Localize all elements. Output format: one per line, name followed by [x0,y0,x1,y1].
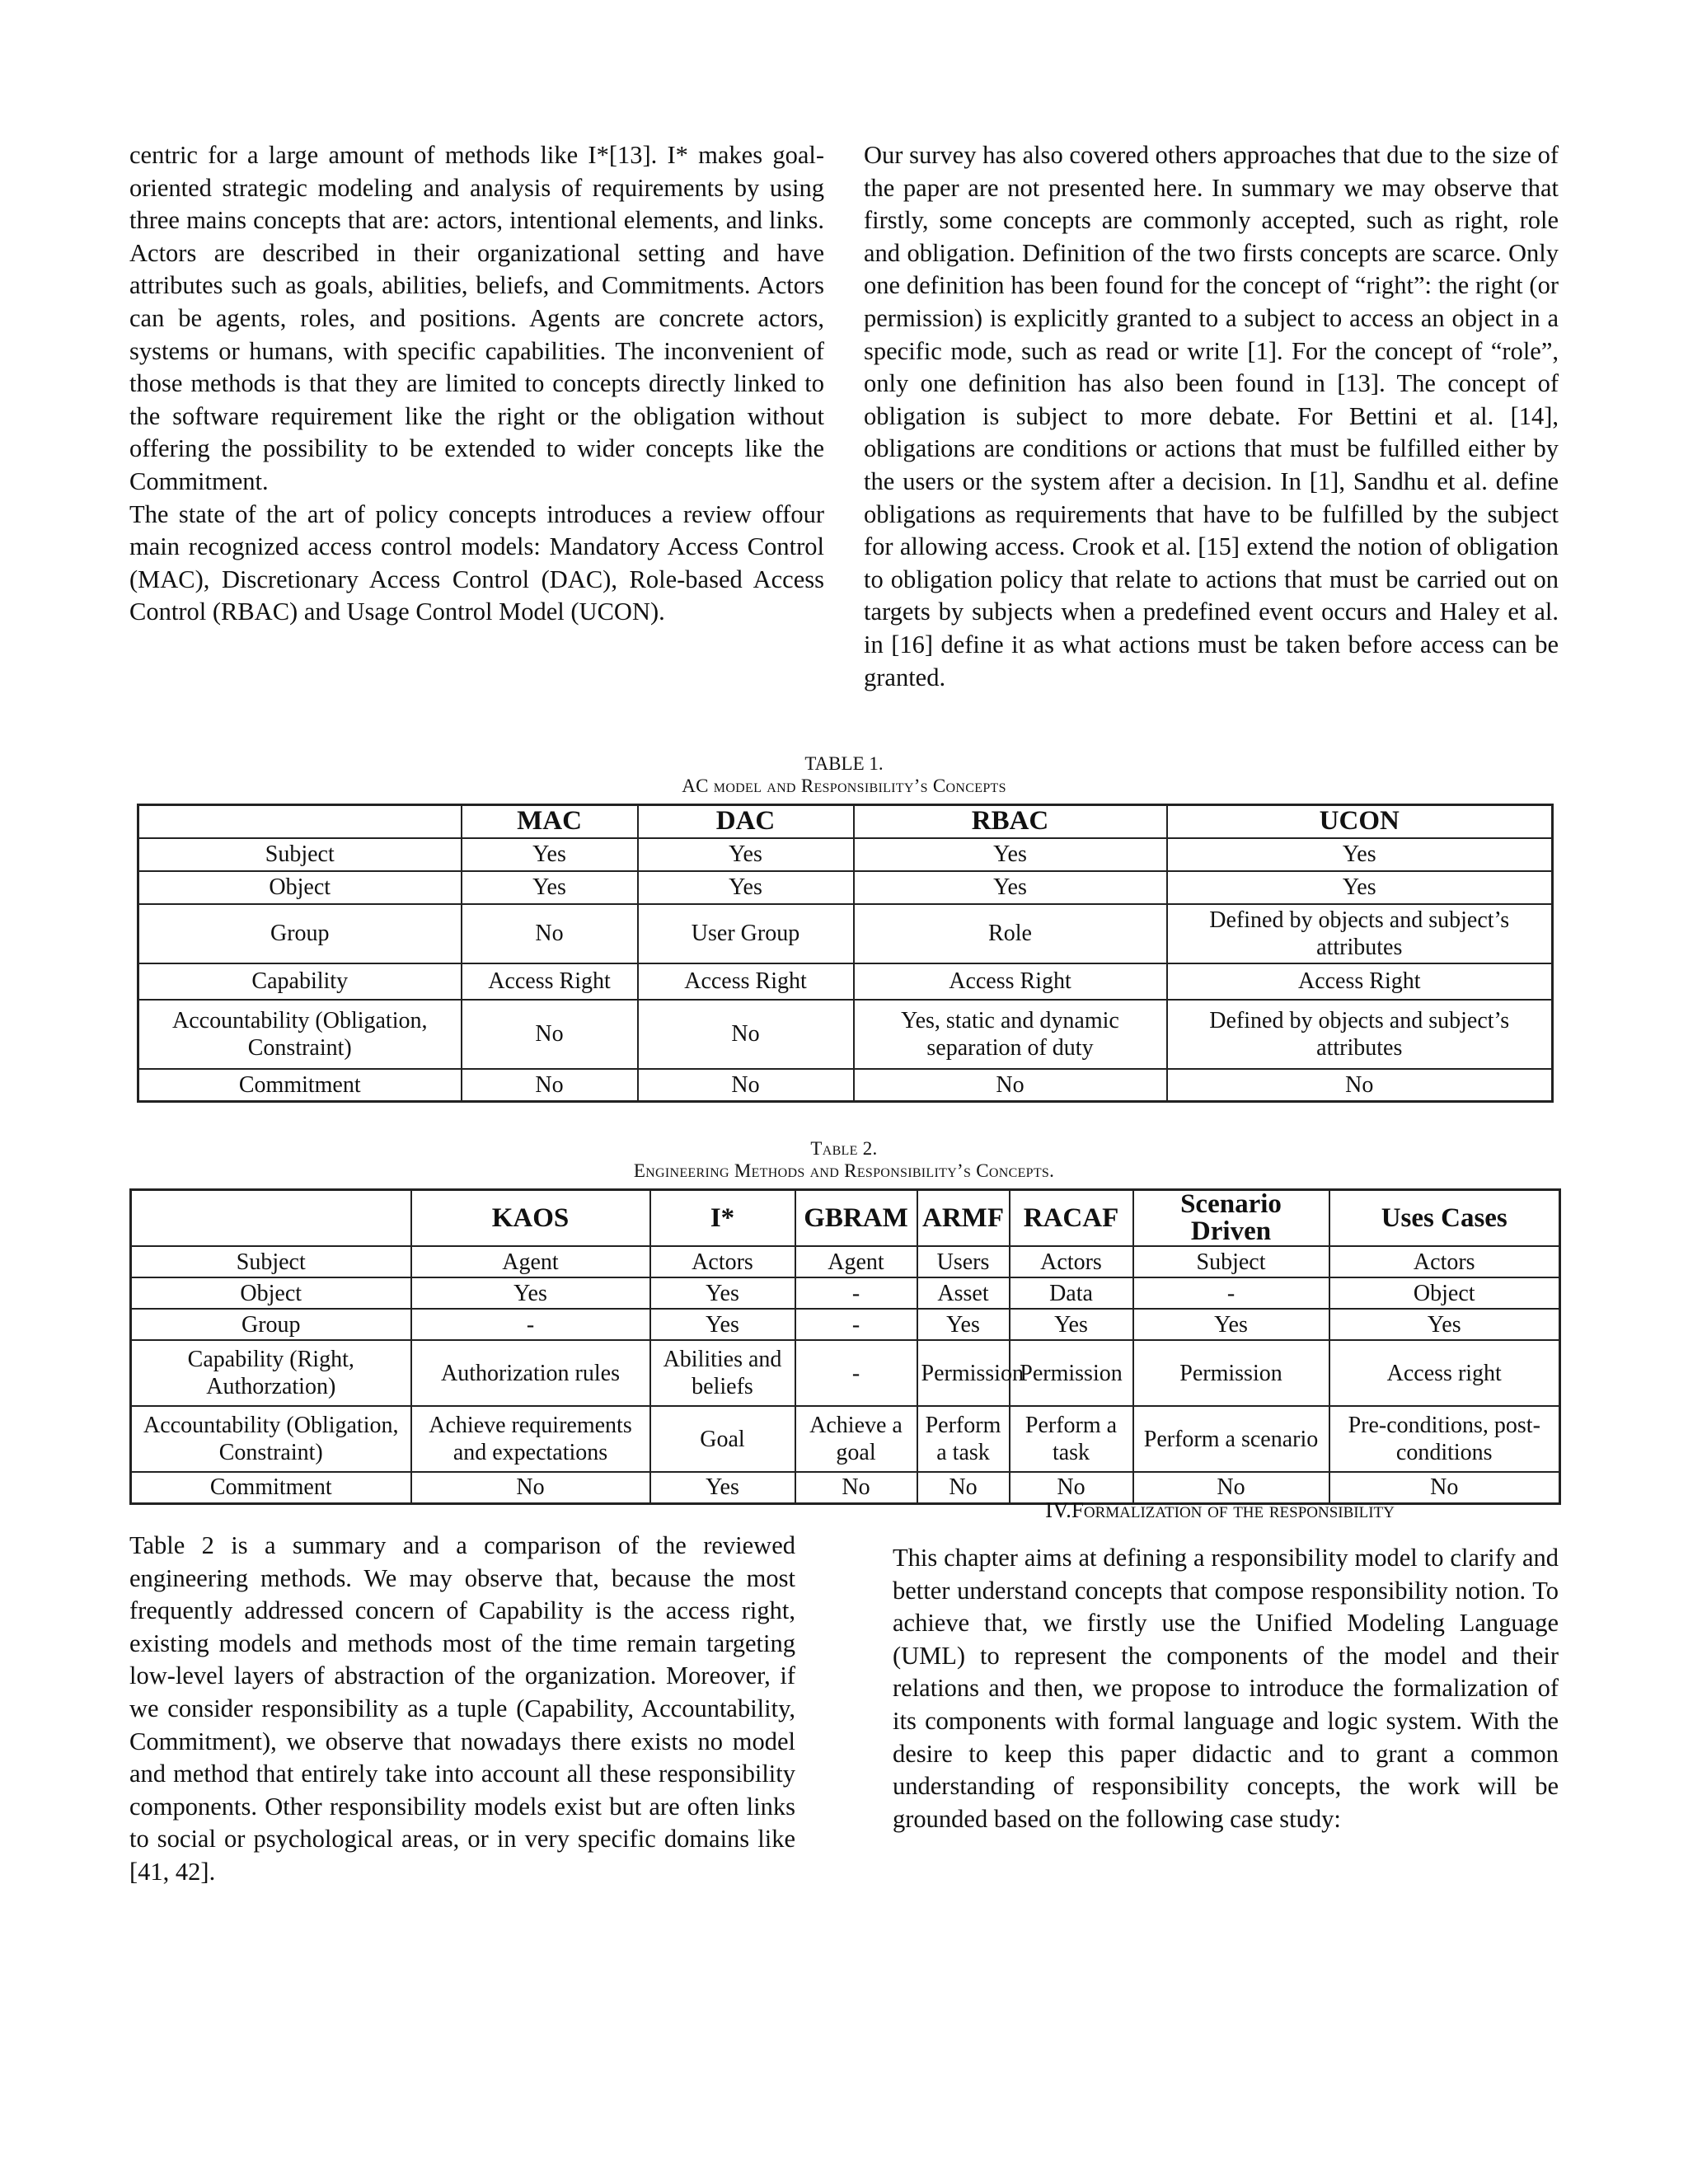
table-cell: - [795,1309,917,1340]
table-row [138,963,1553,1000]
table-cell: Data [1010,1277,1133,1309]
section-heading [907,1497,1533,1523]
table-cell: Access Right [462,963,638,1000]
table-cell: No [411,1472,650,1503]
table-cell: Agent [795,1246,917,1277]
table-cell: Yes [638,871,854,904]
table2-header-cell: Uses Cases [1329,1190,1560,1247]
table-cell: Achieve a goal [795,1406,917,1472]
table-cell: No [1133,1472,1329,1503]
table1-title: AC model and Responsibility’s Concepts [682,776,1006,796]
table-cell: User Group [638,904,854,963]
table-cell: No [917,1472,1010,1503]
table2-header-cell: I* [650,1190,795,1247]
table1-header-cell: RBAC [854,805,1167,838]
table-cell: Yes [854,838,1167,871]
table-cell: - [795,1277,917,1309]
table1-caption [0,752,1688,797]
table1-header-cell [138,805,462,838]
table-cell: Object [138,871,462,904]
table-cell: Yes, static and dynamic separation of duty [854,1000,1167,1069]
table2-title: Engineering Methods and Responsibility’s Concepts. [633,1160,1055,1181]
table-cell: Yes [650,1277,795,1309]
table-cell: No [462,1000,638,1069]
table-cell: Subject [138,838,462,871]
table-cell: Yes [650,1309,795,1340]
table2-header-cell: ARMF [917,1190,1010,1247]
table-cell: Group [131,1309,411,1340]
table2-header-cell: KAOS [411,1190,650,1247]
table-cell: No [795,1472,917,1503]
table2-header-cell: Scenario Driven [1133,1190,1329,1247]
table-cell: Accountability (Obligation, Constraint) [138,1000,462,1069]
table-cell: Access Right [1167,963,1553,1000]
table-cell: Agent [411,1246,650,1277]
table-cell: Access Right [638,963,854,1000]
table-cell: Permission [1010,1340,1133,1406]
table-cell: Yes [462,871,638,904]
table-cell: Subject [1133,1246,1329,1277]
table-cell: Actors [1329,1246,1560,1277]
table-row [131,1340,1560,1406]
table-cell: Yes [638,838,854,871]
table1-header-cell: MAC [462,805,638,838]
table-cell: Subject [131,1246,411,1277]
table-row [131,1246,1560,1277]
table-cell: No [462,904,638,963]
table2-header-cell [131,1190,411,1247]
table-cell: Defined by objects and subject’s attributes [1167,1000,1553,1069]
bottom-left-column [129,1530,795,1889]
table-cell: Yes [1133,1309,1329,1340]
section-heading-text: IV.Formalization of the responsibility [1045,1497,1395,1522]
table-cell: Yes [917,1309,1010,1340]
table-cell: No [1167,1069,1553,1102]
table2-number: Table 2. [810,1138,878,1159]
table-cell: Authorization rules [411,1340,650,1406]
table-cell: Asset [917,1277,1010,1309]
table-cell: No [854,1069,1167,1102]
table-cell: Capability (Right, Authorzation) [131,1340,411,1406]
table1-header-row [138,805,1553,838]
paragraph: This chapter aims at defining a responsibility model to clarify and better understand concepts that compose responsibility notion. To achieve that, we firstly use the Unified Modeling Language (UML) to represent the components of the model and their relations and then, we propose to introduce the formalization of its components with formal language and logic system. With the desire to keep this paper didactic and to grant a common understanding of responsibility concepts, the work will be grounded based on the following case study: [893,1544,1559,1833]
table-cell: - [411,1309,650,1340]
table2-caption [0,1137,1688,1182]
table-cell: Perform a task [1010,1406,1133,1472]
table-cell: - [1133,1277,1329,1309]
table-row [131,1277,1560,1309]
table-cell: Yes [1010,1309,1133,1340]
table-cell: No [638,1000,854,1069]
paragraph: Our survey has also covered others approaches that due to the size of the paper are not presented here. In summary we may observe that firstly, some concepts are commonly accepted, such as right, role and obligation. Definition of the two firsts concepts are scarce. Only one definition has been found for the concept of “right”: the right (or permission) is explicitly granted to a subject to access an object in a specific mode, such as read or write [1]. For the concept of “role”, only one definition has also been found in [13]. The concept of obligation is subject to more debate. For Bettini et al. [14], obligations are conditions or actions that must be fulfilled either by the users or the system after a decision. In [1], Sandhu et al. define obligations as requirements that have to be fulfilled by the subject for allowing access. Crook et al. [15] extend the notion of obligation to obligation policy that relate to actions that must be carried out on targets by subjects when a predefined event occurs and Haley et al. in [16] define it as what actions must be taken before access can be granted. [864,141,1559,691]
table-cell: Yes [854,871,1167,904]
table-cell: Goal [650,1406,795,1472]
table-cell: Users [917,1246,1010,1277]
bottom-right-column [893,1542,1559,1835]
paragraph: The state of the art of policy concepts introduces a review offour main recognized access control models: Mandatory Access Control (MAC), Discretionary Access Control (DAC), Role-based Access Control (RBAC) and Usage Control Model (UCON). [129,499,824,626]
table-cell: Perform a scenario [1133,1406,1329,1472]
table1-header-cell: DAC [638,805,854,838]
table1-header-cell: UCON [1167,805,1553,838]
table-row [131,1406,1560,1472]
table-cell: Actors [1010,1246,1133,1277]
table-cell: Yes [1167,871,1553,904]
table-cell: Object [131,1277,411,1309]
table-cell: Permission [917,1340,1010,1406]
table2 [129,1188,1561,1505]
table-cell: Pre-conditions, post-conditions [1329,1406,1560,1472]
table1-number: TABLE 1. [804,753,884,774]
table-cell: Commitment [131,1472,411,1503]
paragraph: Table 2 is a summary and a comparison of the reviewed engineering methods. We may observe that, because the most frequently addressed concern of Capability is the access right, existing models and methods most of the time remain targeting low-level layers of abstraction of the organization. Moreover, if we consider responsibility as a tuple (Capability, Accountability, Commitment), we observe that nowadays there exists no model and method that entirely take into account all these responsibility components. Other responsibility models exist but are often links to social or psychological areas, or in very specific domains like [41, 42]. [129,1531,795,1886]
table-cell: No [1010,1472,1133,1503]
table-row [138,1069,1553,1102]
table-cell: Yes [462,838,638,871]
table-cell: Actors [650,1246,795,1277]
table-cell: Permission [1133,1340,1329,1406]
table-cell: Role [854,904,1167,963]
table-cell: No [1329,1472,1560,1503]
table-cell: - [795,1340,917,1406]
table-cell: Abilities and beliefs [650,1340,795,1406]
table-row [131,1309,1560,1340]
table-cell: Capability [138,963,462,1000]
table-cell: Perform a task [917,1406,1010,1472]
table-cell: Access right [1329,1340,1560,1406]
table-cell: Yes [1167,838,1553,871]
top-right-column [864,139,1559,694]
table-cell: No [462,1069,638,1102]
table-cell: Defined by objects and subject’s attributes [1167,904,1553,963]
table-row [138,871,1553,904]
table-cell: No [638,1069,854,1102]
table-cell: Yes [411,1277,650,1309]
table2-header-cell: GBRAM [795,1190,917,1247]
table-cell: Commitment [138,1069,462,1102]
table-row [138,838,1553,871]
table-row [138,904,1553,963]
top-left-column [129,139,824,629]
table-cell: Access Right [854,963,1167,1000]
table-cell: Yes [650,1472,795,1503]
table-row [138,1000,1553,1069]
paragraph: centric for a large amount of methods like I*[13]. I* makes goal-oriented strategic modeling and analysis of requirements by using three mains concepts that are: actors, intentional elements, and links. Actors are described in their organizational setting and have attributes such as goals, abilities, beliefs, and Commitments. Actors can be agents, roles, and positions. Agents are concrete actors, systems or humans, with specific capabilities. The inconvenient of those methods is that they are limited to concepts directly linked to the software requirement like the right or the obligation without offering the possibility to be extended to wider concepts like the Commitment. [129,141,824,495]
table2-header-row [131,1190,1560,1247]
table1 [137,804,1554,1103]
table2-header-cell: RACAF [1010,1190,1133,1247]
table-cell: Accountability (Obligation, Constraint) [131,1406,411,1472]
table-cell: Achieve requirements and expectations [411,1406,650,1472]
table-cell: Yes [1329,1309,1560,1340]
table-cell: Group [138,904,462,963]
table-cell: Object [1329,1277,1560,1309]
